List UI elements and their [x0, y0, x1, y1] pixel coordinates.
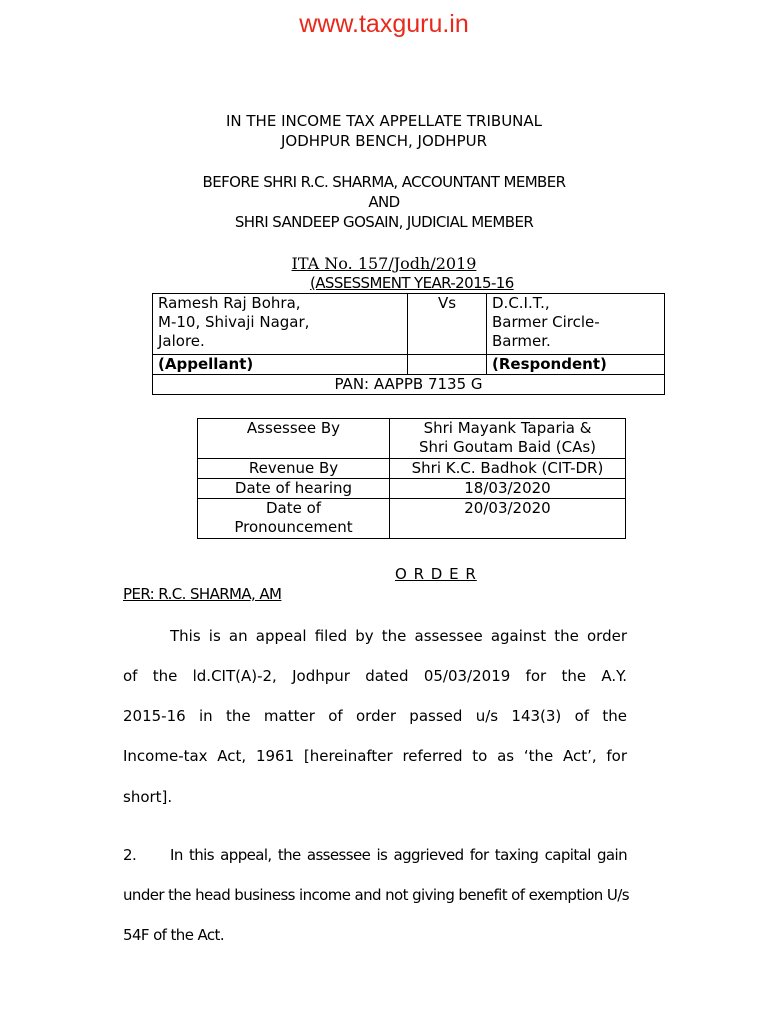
para1-line: Income-tax Act, 1961 [hereinafter referred to as ‘the Act’, for: [123, 747, 627, 765]
assessee-representative: Shri Goutam Baid (CAs): [418, 438, 597, 456]
pan: PAN: AAPPB 7135 G: [153, 375, 665, 395]
parties-table: [152, 293, 665, 395]
order-heading: O R D E R: [395, 565, 477, 583]
assessee-by-value: [390, 419, 626, 459]
empty-cell: [408, 355, 487, 375]
respondent-line: D.C.I.T.,: [492, 294, 550, 312]
para1-line: This is an appeal filed by the assessee against the order: [170, 627, 627, 645]
para1-line: short].: [123, 788, 173, 806]
assessee-representative: Shri Mayank Taparia &: [423, 419, 592, 437]
respondent-line: Barmer.: [492, 332, 551, 350]
para2-line: under the head business income and not giving benefit of exemption U/s: [123, 886, 629, 904]
appellant-line: M-10, Shivaji Nagar,: [158, 313, 310, 331]
pronouncement-date-label: [198, 499, 390, 539]
assessment-year: (ASSESSMENT YEAR-2015-16: [310, 274, 514, 292]
appellant-address: [153, 294, 408, 355]
respondent-line: Barmer Circle-: [492, 313, 600, 331]
hearing-date-label: Date of hearing: [198, 479, 390, 499]
hearing-date-value: 18/03/2020: [390, 479, 626, 499]
assessee-by-label: Assessee By: [198, 419, 390, 459]
coram-line-2: SHRI SANDEEP GOSAIN, JUDICIAL MEMBER: [234, 213, 534, 231]
para2-line: In this appeal, the assessee is aggrieved for taxing capital gain: [170, 846, 627, 864]
para1-line: of the ld.CIT(A)-2, Jodhpur dated 05/03/2019 for the A.Y.: [123, 667, 627, 685]
para2-number: 2.: [123, 846, 137, 864]
pronouncement-label-line: Pronouncement: [234, 518, 353, 536]
revenue-by-value: Shri K.C. Badhok (CIT-DR): [390, 459, 626, 479]
revenue-by-label: Revenue By: [198, 459, 390, 479]
para2-line: 54F of the Act.: [123, 926, 224, 944]
para1-line: 2015-16 in the matter of order passed u/s 143(3) of the: [123, 707, 627, 725]
watermark: www.taxguru.in: [299, 10, 469, 38]
appellant-line: Jalore.: [158, 332, 205, 350]
order-author: PER: R.C. SHARMA, AM: [123, 585, 282, 603]
pronouncement-label-line: Date of: [265, 499, 322, 517]
bench-name: JODHPUR BENCH, JODHPUR: [280, 132, 488, 150]
appellant-line: Ramesh Raj Bohra,: [158, 294, 301, 312]
court-name: IN THE INCOME TAX APPELLATE TRIBUNAL: [225, 112, 543, 130]
representation-table: [197, 418, 626, 539]
respondent-address: [487, 294, 665, 355]
appellant-label: (Appellant): [153, 355, 408, 375]
respondent-label: (Respondent): [487, 355, 665, 375]
pronouncement-date-value: 20/03/2020: [390, 499, 626, 539]
coram-and: AND: [368, 193, 400, 211]
ita-number: ITA No. 157/Jodh/2019: [291, 254, 477, 273]
versus: Vs: [408, 294, 487, 355]
coram-line-1: BEFORE SHRI R.C. SHARMA, ACCOUNTANT MEMBER: [202, 173, 566, 191]
